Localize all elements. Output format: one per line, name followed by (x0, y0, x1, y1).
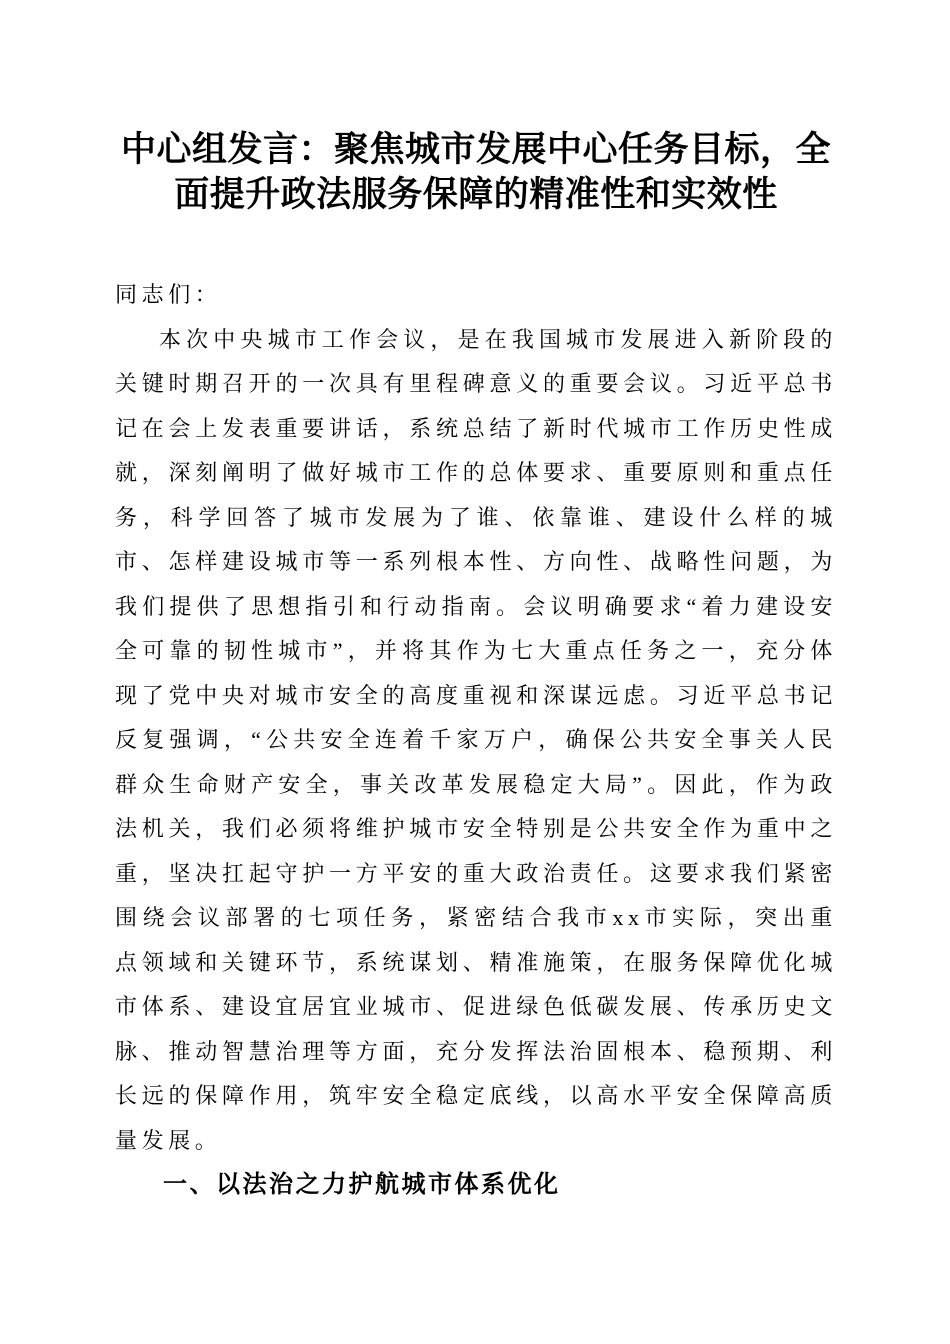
section-heading-1: 一、以法治之力护航城市体系优化 (163, 1171, 561, 1198)
salutation: 同志们： (115, 282, 222, 307)
document-title: 中心组发言：聚焦城市发展中心任务目标，全面提升政法服务保障的精准性和实效性 (120, 130, 831, 214)
body-paragraph: 本次中央城市工作会议，是在我国城市发展进入新阶段的关键时期召开的一次具有里程碑意义的重要会议。习近平总书记在会上发表重要讲话，系统总结了新时代城市工作历史性成就，深刻阐明了做好城市工作的总体要求、重要原则和重点任务，科学回答了城市发展为了谁、依靠谁、建设什么样的城市、怎样建设城市等一系列根本性、方向性、战略性问题，为我们提供了思想指引和行动指南。会议明确要求“着力建设安全可靠的韧性城市”，并将其作为七大重点任务之一，充分体现了党中央对城市安全的高度重视和深谋远虑。习近平总书记反复强调，“公共安全连着千家万户，确保公共安全事关人民群众生命财产安全，事关改革发展稳定大局”。因此，作为政法机关，我们必须将维护城市安全特别是公共安全作为重中之重，坚决扛起守护一方平安的重大政治责任。这要求我们紧密围绕会议部署的七项任务，紧密结合我市xx市实际，突出重点领域和关键环节，系统谋划、精准施策，在服务保障优化城市体系、建设宜居宜业城市、促进绿色低碳发展、传承历史文脉、推动智慧治理等方面，充分发挥法治固根本、稳预期、利长远的保障作用，筑牢安全稳定底线，以高水平安全保障高质量发展。 (115, 326, 837, 1153)
document-body (115, 273, 837, 1208)
